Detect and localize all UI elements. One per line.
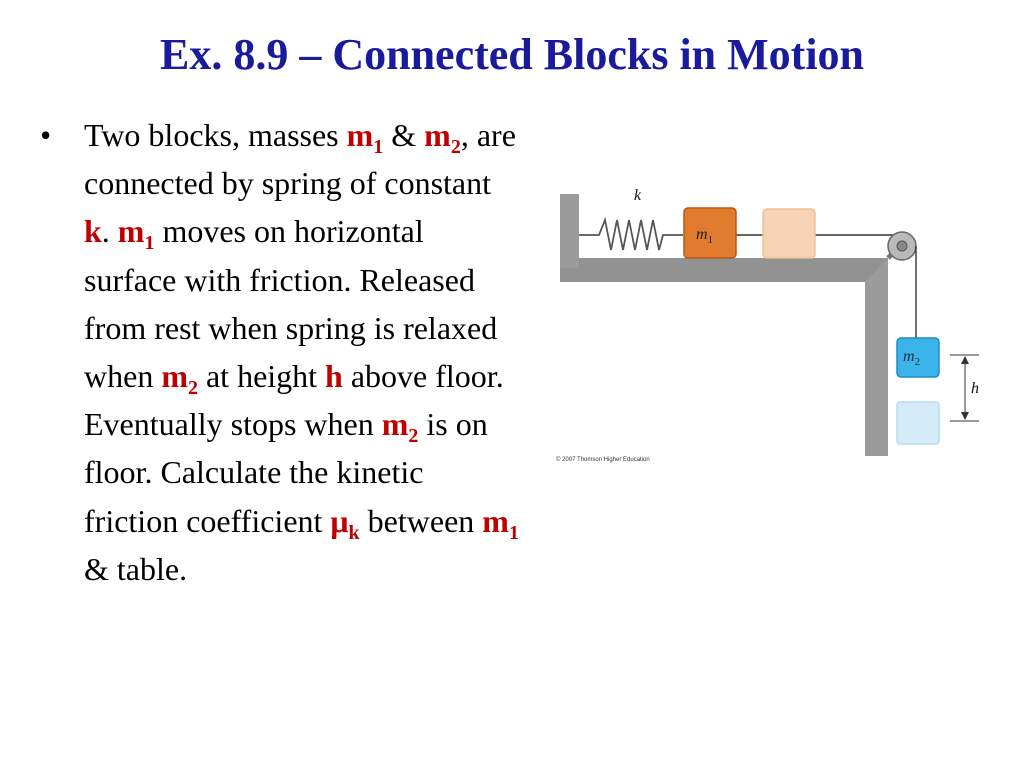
highlighted-symbol: h bbox=[325, 358, 343, 395]
problem-text bbox=[84, 111, 520, 593]
figure-copyright: © 2007 Thomson Higher Education bbox=[556, 457, 650, 463]
text-segment: & table. bbox=[84, 550, 188, 587]
spring bbox=[579, 220, 683, 250]
symbol-with-subscript bbox=[424, 117, 461, 158]
height-arrow-down bbox=[961, 412, 969, 420]
slide-title: Ex. 8.9 – Connected Blocks in Motion bbox=[159, 30, 865, 79]
text-segment: & bbox=[383, 117, 425, 153]
m1-ghost-block bbox=[763, 209, 815, 258]
text-segment: is on floor. Calculate the kinetic friction coefficient bbox=[84, 406, 488, 539]
highlighted-symbol: m bbox=[424, 117, 451, 153]
symbol-subscript: 1 bbox=[508, 521, 519, 544]
text-segment: . bbox=[101, 213, 118, 250]
symbol-subscript: 1 bbox=[144, 232, 155, 255]
problem-bullet bbox=[40, 111, 520, 593]
highlighted-symbol: k bbox=[84, 213, 102, 250]
symbol-with-subscript bbox=[161, 358, 198, 400]
symbol-with-subscript bbox=[117, 213, 155, 255]
text-segment: , are connected by spring of constant bbox=[84, 117, 516, 202]
text-segment: moves on horizontal surface with friction. Released from rest when spring is relaxed when bbox=[84, 213, 498, 395]
text-segment: Two blocks, masses bbox=[84, 117, 347, 153]
symbol-with-subscript bbox=[346, 117, 384, 158]
text-segment: above floor. Eventually stops when bbox=[84, 358, 504, 443]
text-segment: between bbox=[359, 502, 483, 539]
symbol-subscript: 2 bbox=[408, 425, 419, 448]
table-wall-shade bbox=[560, 258, 888, 282]
highlighted-symbol: m bbox=[161, 358, 188, 395]
symbol-subscript: 2 bbox=[187, 377, 198, 400]
text-segment: at height bbox=[197, 358, 326, 395]
symbol-subscript: 2 bbox=[450, 136, 461, 158]
height-arrow-up bbox=[961, 356, 969, 364]
height-h-label: h bbox=[971, 380, 979, 397]
pulley-hub bbox=[897, 241, 907, 251]
symbol-with-subscript bbox=[482, 502, 519, 544]
m1-label: $m_1$ bbox=[696, 226, 714, 246]
m2-label: $m_2$ bbox=[903, 348, 921, 368]
bullet-marker: • bbox=[40, 117, 52, 153]
m1-block bbox=[684, 208, 736, 258]
highlighted-symbol: μ bbox=[330, 502, 349, 539]
highlighted-symbol: m bbox=[117, 213, 145, 250]
m2-ghost-block bbox=[897, 402, 939, 444]
spring-pulley-diagram bbox=[555, 180, 985, 470]
symbol-subscript: k bbox=[348, 521, 360, 544]
highlighted-symbol: m bbox=[346, 117, 374, 153]
highlighted-symbol: m bbox=[381, 406, 409, 443]
spring-k-label: k bbox=[634, 187, 642, 204]
symbol-with-subscript bbox=[330, 502, 360, 544]
symbol-with-subscript bbox=[381, 406, 419, 448]
highlighted-symbol: m bbox=[482, 502, 509, 539]
symbol-subscript: 1 bbox=[373, 136, 384, 158]
